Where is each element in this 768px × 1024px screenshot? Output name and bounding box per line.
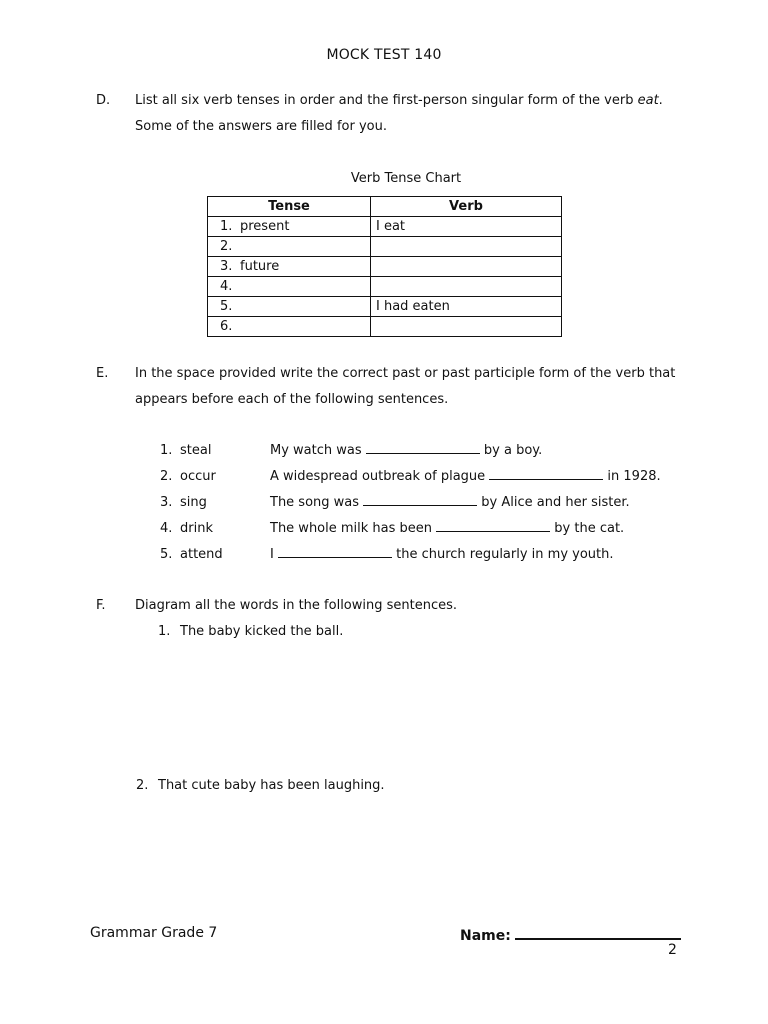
page-title: MOCK TEST 140	[326, 47, 442, 63]
answer-blank[interactable]	[436, 518, 550, 532]
table-row	[208, 277, 562, 297]
tense-cell[interactable]: 3. future	[208, 257, 371, 277]
table-row	[208, 317, 562, 337]
name-field[interactable]	[460, 925, 681, 944]
footer-subject: Grammar Grade 7	[90, 925, 218, 941]
section-d-letter: D.	[96, 93, 111, 108]
verb-cell[interactable]: I eat	[371, 217, 562, 237]
verb-cell[interactable]	[371, 257, 562, 277]
exercise-item-3: 3. sing The song was by Alice and her sister.	[160, 490, 680, 516]
tense-cell[interactable]: 6.	[208, 317, 371, 337]
section-e-letter: E.	[96, 366, 109, 381]
table-row	[208, 297, 562, 317]
exercise-item-4: 4. drink The whole milk has been by the cat.	[160, 516, 680, 542]
answer-blank[interactable]	[278, 544, 392, 558]
verb-cell[interactable]	[371, 277, 562, 297]
verb-eat: eat	[637, 93, 659, 108]
section-e-instructions: In the space provided write the correct past or past participle form of the verb that appears before each of the following sentences.	[135, 366, 676, 407]
name-line[interactable]	[515, 925, 681, 940]
header-verb: Verb	[371, 197, 562, 217]
tense-cell[interactable]: 2.	[208, 237, 371, 257]
name-label: Name:	[460, 928, 511, 944]
section-d-instructions: List all six verb tenses in order and the first-person singular form of the verb eat. Some of the answers are filled for you.	[135, 93, 663, 134]
verb-cell[interactable]	[371, 237, 562, 257]
tense-cell[interactable]: 4.	[208, 277, 371, 297]
header-tense: Tense	[208, 197, 371, 217]
table-row	[208, 257, 562, 277]
section-f-instructions: Diagram all the words in the following sentences.	[135, 598, 458, 613]
exercise-item-5: 5. attend I the church regularly in my youth.	[160, 542, 680, 568]
exercise-verb: attend	[180, 547, 223, 562]
exercise-verb: drink	[180, 521, 213, 536]
answer-blank[interactable]	[363, 492, 477, 506]
verb-cell[interactable]	[371, 317, 562, 337]
exercise-verb: steal	[180, 443, 212, 458]
exercise-verb: occur	[180, 469, 216, 484]
page-number: 2	[668, 942, 677, 958]
exercise-item-1: 1. steal My watch was by a boy.	[160, 438, 680, 464]
verb-tense-table	[207, 196, 562, 337]
table-row	[208, 217, 562, 237]
table-row	[208, 237, 562, 257]
section-f-letter: F.	[96, 598, 106, 613]
diagram-sentence-1: 1. The baby kicked the ball.	[158, 624, 344, 639]
verb-cell[interactable]: I had eaten	[371, 297, 562, 317]
diagram-sentence-2: 2. That cute baby has been laughing.	[136, 778, 385, 793]
tense-cell[interactable]: 5.	[208, 297, 371, 317]
chart-caption: Verb Tense Chart	[350, 171, 462, 186]
exercise-item-2: 2. occur A widespread outbreak of plague in 1928.	[160, 464, 680, 490]
answer-blank[interactable]	[366, 440, 480, 454]
answer-blank[interactable]	[489, 466, 603, 480]
exercise-verb: sing	[180, 495, 207, 510]
tense-cell[interactable]: 1. present	[208, 217, 371, 237]
